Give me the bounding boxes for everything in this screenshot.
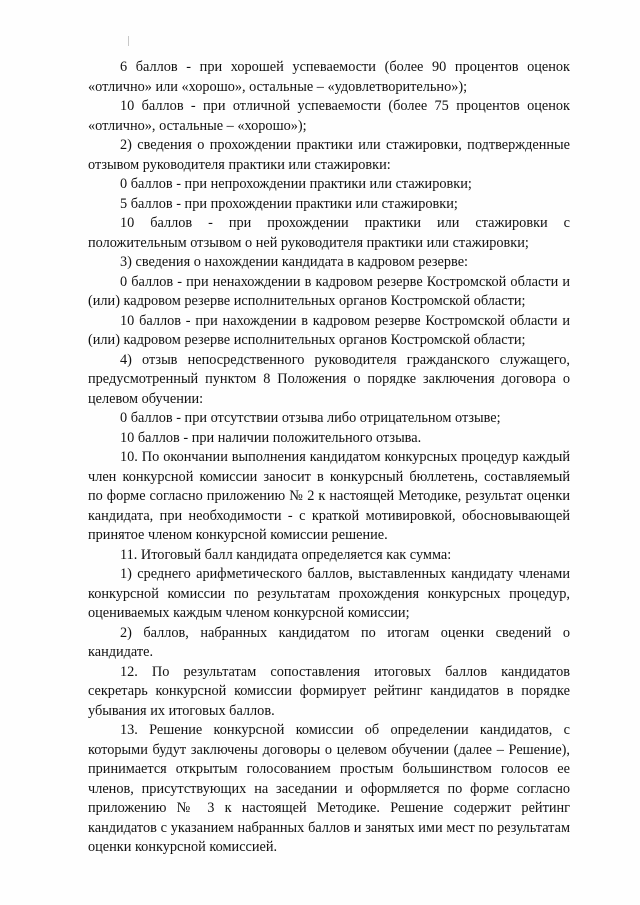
paragraph: 5 баллов - при прохождении практики или стажировки; bbox=[120, 195, 458, 212]
paragraph: 12. По результатам сопоставления итоговых баллов кандидатов секретарь конкурсной комиссии формирует рейтинг кандидатов в порядке убывания их итоговых баллов. bbox=[88, 663, 570, 719]
paragraph: 1) среднего арифметического баллов, выставленных кандидату членами конкурсной комиссии по результатам прохождения конкурсных процедур, оцениваемых каждым членом конкурсной комиссии; bbox=[88, 566, 570, 621]
scan-artifact bbox=[128, 36, 129, 46]
paragraph: 11. Итоговый балл кандидата определяется как сумма: bbox=[120, 546, 452, 563]
paragraph: 0 баллов - при ненахождении в кадровом резерве Костромской области и (или) кадровом резерве исполнительных органов Костромской области; bbox=[88, 273, 570, 309]
paragraph: 3) сведения о нахождении кандидата в кадровом резерве: bbox=[120, 254, 469, 270]
document-body bbox=[88, 58, 570, 858]
paragraph: 2) баллов, набранных кандидатом по итогам оценки сведений о кандидате. bbox=[88, 624, 570, 660]
paragraph: 4) отзыв непосредственного руководителя гражданского служащего, предусмотренный пунктом 8 Положения о порядке заключения договора о целевом обучении: bbox=[88, 351, 570, 407]
paragraph: 10 баллов - при нахождении в кадровом резерве Костромской области и (или) кадровом резерве исполнительных органов Костромской области; bbox=[88, 312, 570, 348]
paragraph: 10. По окончании выполнения кандидатом конкурсных процедур каждый член конкурсной комиссии заносит в конкурсный бюллетень, составляемый по форме согласно приложению № 2 к настоящей Методике, результат оценки кандидата, при необходимости - с краткой мотивировкой, обосновывающей принятое членом конкурсной комиссии решение. bbox=[88, 449, 570, 543]
paragraph: 0 баллов - при отсутствии отзыва либо отрицательном отзыве; bbox=[120, 410, 501, 426]
paragraph: 6 баллов - при хорошей успеваемости (более 90 процентов оценок «отлично» или «хорошо», остальные – «удовлетворительно»); bbox=[88, 59, 570, 95]
paragraph: 10 баллов - при отличной успеваемости (более 75 процентов оценок «отлично», остальные – «хорошо»); bbox=[88, 98, 570, 134]
paragraph: 0 баллов - при непрохождении практики или стажировки; bbox=[120, 176, 472, 192]
paragraph: 10 баллов - при наличии положительного отзыва. bbox=[120, 429, 422, 446]
paragraph: 10 баллов - при прохождении практики или стажировки с положительным отзывом о ней руководителя практики или стажировки; bbox=[88, 215, 570, 251]
paragraph: 13. Решение конкурсной комиссии об определении кандидатов, с которыми будут заключены договоры о целевом обучении (далее – Решение), принимается открытым голосованием простым большинством голосов ее членов, присутствующих на заседании и оформляется по форме согласно приложению № 3 к настоящей Методике. Решение содержит рейтинг кандидатов с указанием набранных баллов и занятых ими мест по результатам оценки конкурсной комиссией. bbox=[88, 722, 570, 855]
paragraph: 2) сведения о прохождении практики или стажировки, подтвержденные отзывом руководителя практики или стажировки: bbox=[88, 137, 570, 173]
